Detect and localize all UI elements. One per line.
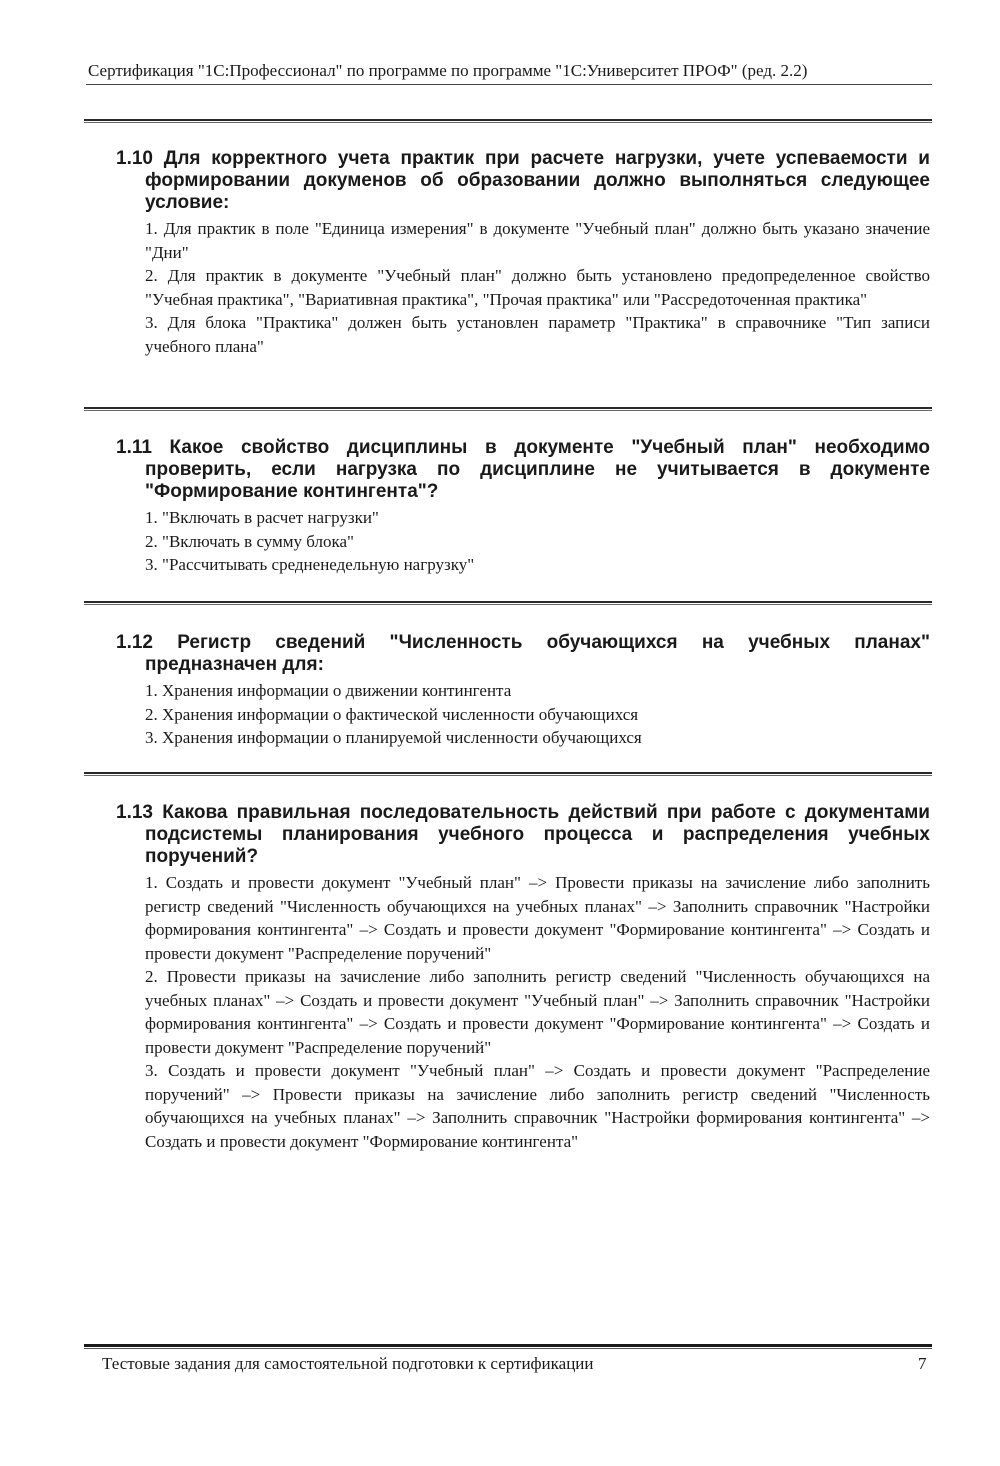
footer-divider [84, 1344, 932, 1349]
answer-option: 3. Создать и провести документ "Учебный план" –> Создать и провести документ "Распределение поручений" –> Провести приказы на зачисление либо заполнить регистр сведений "Численность обучающихся на учебных планах" –> Заполнить справочник "Настройки формирования контингента" –> Создать и провести документ "Формирование контингента" [145, 1061, 930, 1151]
answer-option: 1. Хранения информации о движении контингента [145, 681, 512, 700]
answer-option: 2. "Включать в сумму блока" [145, 531, 354, 551]
header-divider [86, 84, 932, 85]
answer-option: 3. Для блока "Практика" должен быть установлен параметр "Практика" в справочнике "Тип записи учебного плана" [145, 313, 930, 356]
answer-option: 2. Провести приказы на зачисление либо заполнить регистр сведений "Численность обучающихся на учебных планах" –> Создать и провести документ "Учебный план" –> Заполнить справочник "Настройки формирования контингента" –> Создать и провести документ "Формирование контингента" –> Создать и провести документ "Распределение поручений" [145, 967, 930, 1057]
question-1-11 [116, 437, 930, 577]
question-separator [84, 407, 932, 411]
answer-option: 3. Хранения информации о планируемой численности обучающихся [145, 728, 642, 747]
question-1-10 [116, 148, 930, 358]
page-header: Сертификация "1С:Профессионал" по программе по программе "1С:Университет ПРОФ" (ред. 2.2) [88, 61, 808, 80]
answer-option: 1. Создать и провести документ "Учебный план" –> Провести приказы на зачисление либо заполнить регистр сведений "Численность обучающихся на учебных планах" –> Заполнить справочник "Настройки формирования контингента" –> Создать и провести документ "Формирование контингента" –> Создать и провести документ "Распределение поручений" [145, 873, 930, 963]
answer-option: 1. Для практик в поле "Единица измерения" в документе "Учебный план" должно быть указано значение "Дни" [145, 219, 930, 262]
question-separator [84, 119, 932, 123]
answer-option: 3. "Рассчитывать средненедельную нагрузку" [145, 555, 475, 574]
question-title: 1.13 Какова правильная последовательность действий при работе с документами подсистемы планирования учебного процесса и распределения учебных поручений? [116, 802, 930, 867]
question-1-13 [116, 802, 930, 1153]
question-1-12 [116, 632, 930, 750]
footer-text: Тестовые задания для самостоятельной подготовки к сертификации [102, 1354, 594, 1373]
answer-option: 2. Хранения информации о фактической численности обучающихся [145, 704, 639, 724]
page-number: 7 [918, 1354, 927, 1373]
answer-option: 2. Для практик в документе "Учебный план" должно быть установлено предопределенное свойство "Учебная практика", "Вариативная практика", "Прочая практика" или "Рассредоточенная практика" [145, 266, 930, 309]
question-separator [84, 772, 932, 776]
question-title: 1.12 Регистр сведений "Численность обучающихся на учебных планах" предназначен для: [116, 632, 930, 675]
question-title: 1.10 Для корректного учета практик при расчете нагрузки, учете успеваемости и формировании докуменов об образовании должно выполняться следующее условие: [116, 148, 930, 213]
answer-option: 1. "Включать в расчет нагрузки" [145, 508, 379, 527]
question-separator [84, 601, 932, 605]
question-title: 1.11 Какое свойство дисциплины в документе "Учебный план" необходимо проверить, если нагрузка по дисциплине не учитывается в документе "Формирование контингента"? [116, 437, 930, 502]
